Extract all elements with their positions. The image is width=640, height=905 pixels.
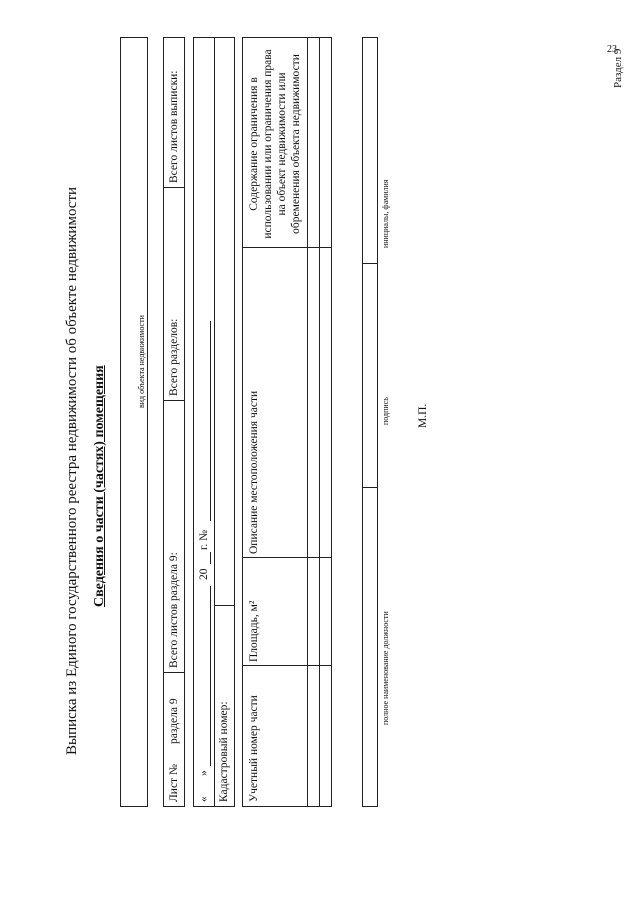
- total-section-sheets-label: Всего листов раздела 9:: [168, 552, 180, 668]
- total-extract-sheets-label: Всего листов выписки:: [168, 70, 180, 183]
- total-sections-label: Всего разделов:: [168, 318, 180, 396]
- object-type-caption: вид объекта недвижимости: [137, 315, 146, 408]
- year-underline: [210, 552, 211, 564]
- document-subtitle: Сведения о части (частях) помещения: [92, 365, 107, 607]
- column-divider: [243, 247, 331, 248]
- column-divider: [243, 665, 331, 666]
- info-row: [163, 37, 185, 807]
- cadastral-number-label: Кадастровый номер:: [218, 701, 230, 802]
- header-location-description: Описание местоположения части: [248, 390, 260, 554]
- signature-block: [362, 37, 378, 807]
- divider: [164, 400, 184, 401]
- stamp-place: М.П.: [417, 403, 429, 428]
- column-divider: [243, 557, 331, 558]
- date-open-quote: «: [198, 796, 210, 802]
- divider: [164, 187, 184, 188]
- divider: [214, 605, 234, 606]
- name-caption: инициалы, фамилия: [381, 179, 390, 248]
- date-cadastral-box: [193, 37, 235, 807]
- header-account-number: Учетный номер части: [248, 695, 260, 802]
- number-underline: [210, 321, 211, 521]
- row-divider: [307, 38, 308, 806]
- column-divider: [363, 263, 377, 264]
- parts-table: [242, 37, 332, 807]
- number-label: г. №: [198, 529, 210, 550]
- object-type-box: [120, 37, 148, 807]
- column-divider: [363, 487, 377, 488]
- document-title: Выписка из Единого государственного реестра недвижимости об объекте недвижимости: [64, 186, 80, 755]
- date-underline: [210, 586, 211, 766]
- year-prefix: 20: [198, 568, 210, 580]
- row-divider: [214, 38, 215, 806]
- date-close-quote: »: [198, 770, 210, 776]
- page-number: 23: [607, 44, 617, 55]
- section-sheet-label: раздела 9: [168, 698, 180, 744]
- section-label-text: Раздел 9: [612, 48, 624, 88]
- row-divider: [319, 38, 320, 806]
- header-restrictions: Содержание ограничения в использовании или ограничения права на объект недвижимости или обременения объекта недвижимости: [248, 49, 302, 239]
- header-area: Площадь, м²: [248, 600, 260, 662]
- divider: [164, 672, 184, 673]
- position-caption: полное наименование должности: [381, 611, 390, 725]
- signature-caption: подпись: [381, 397, 390, 425]
- sheet-number-label: Лист №: [168, 764, 180, 802]
